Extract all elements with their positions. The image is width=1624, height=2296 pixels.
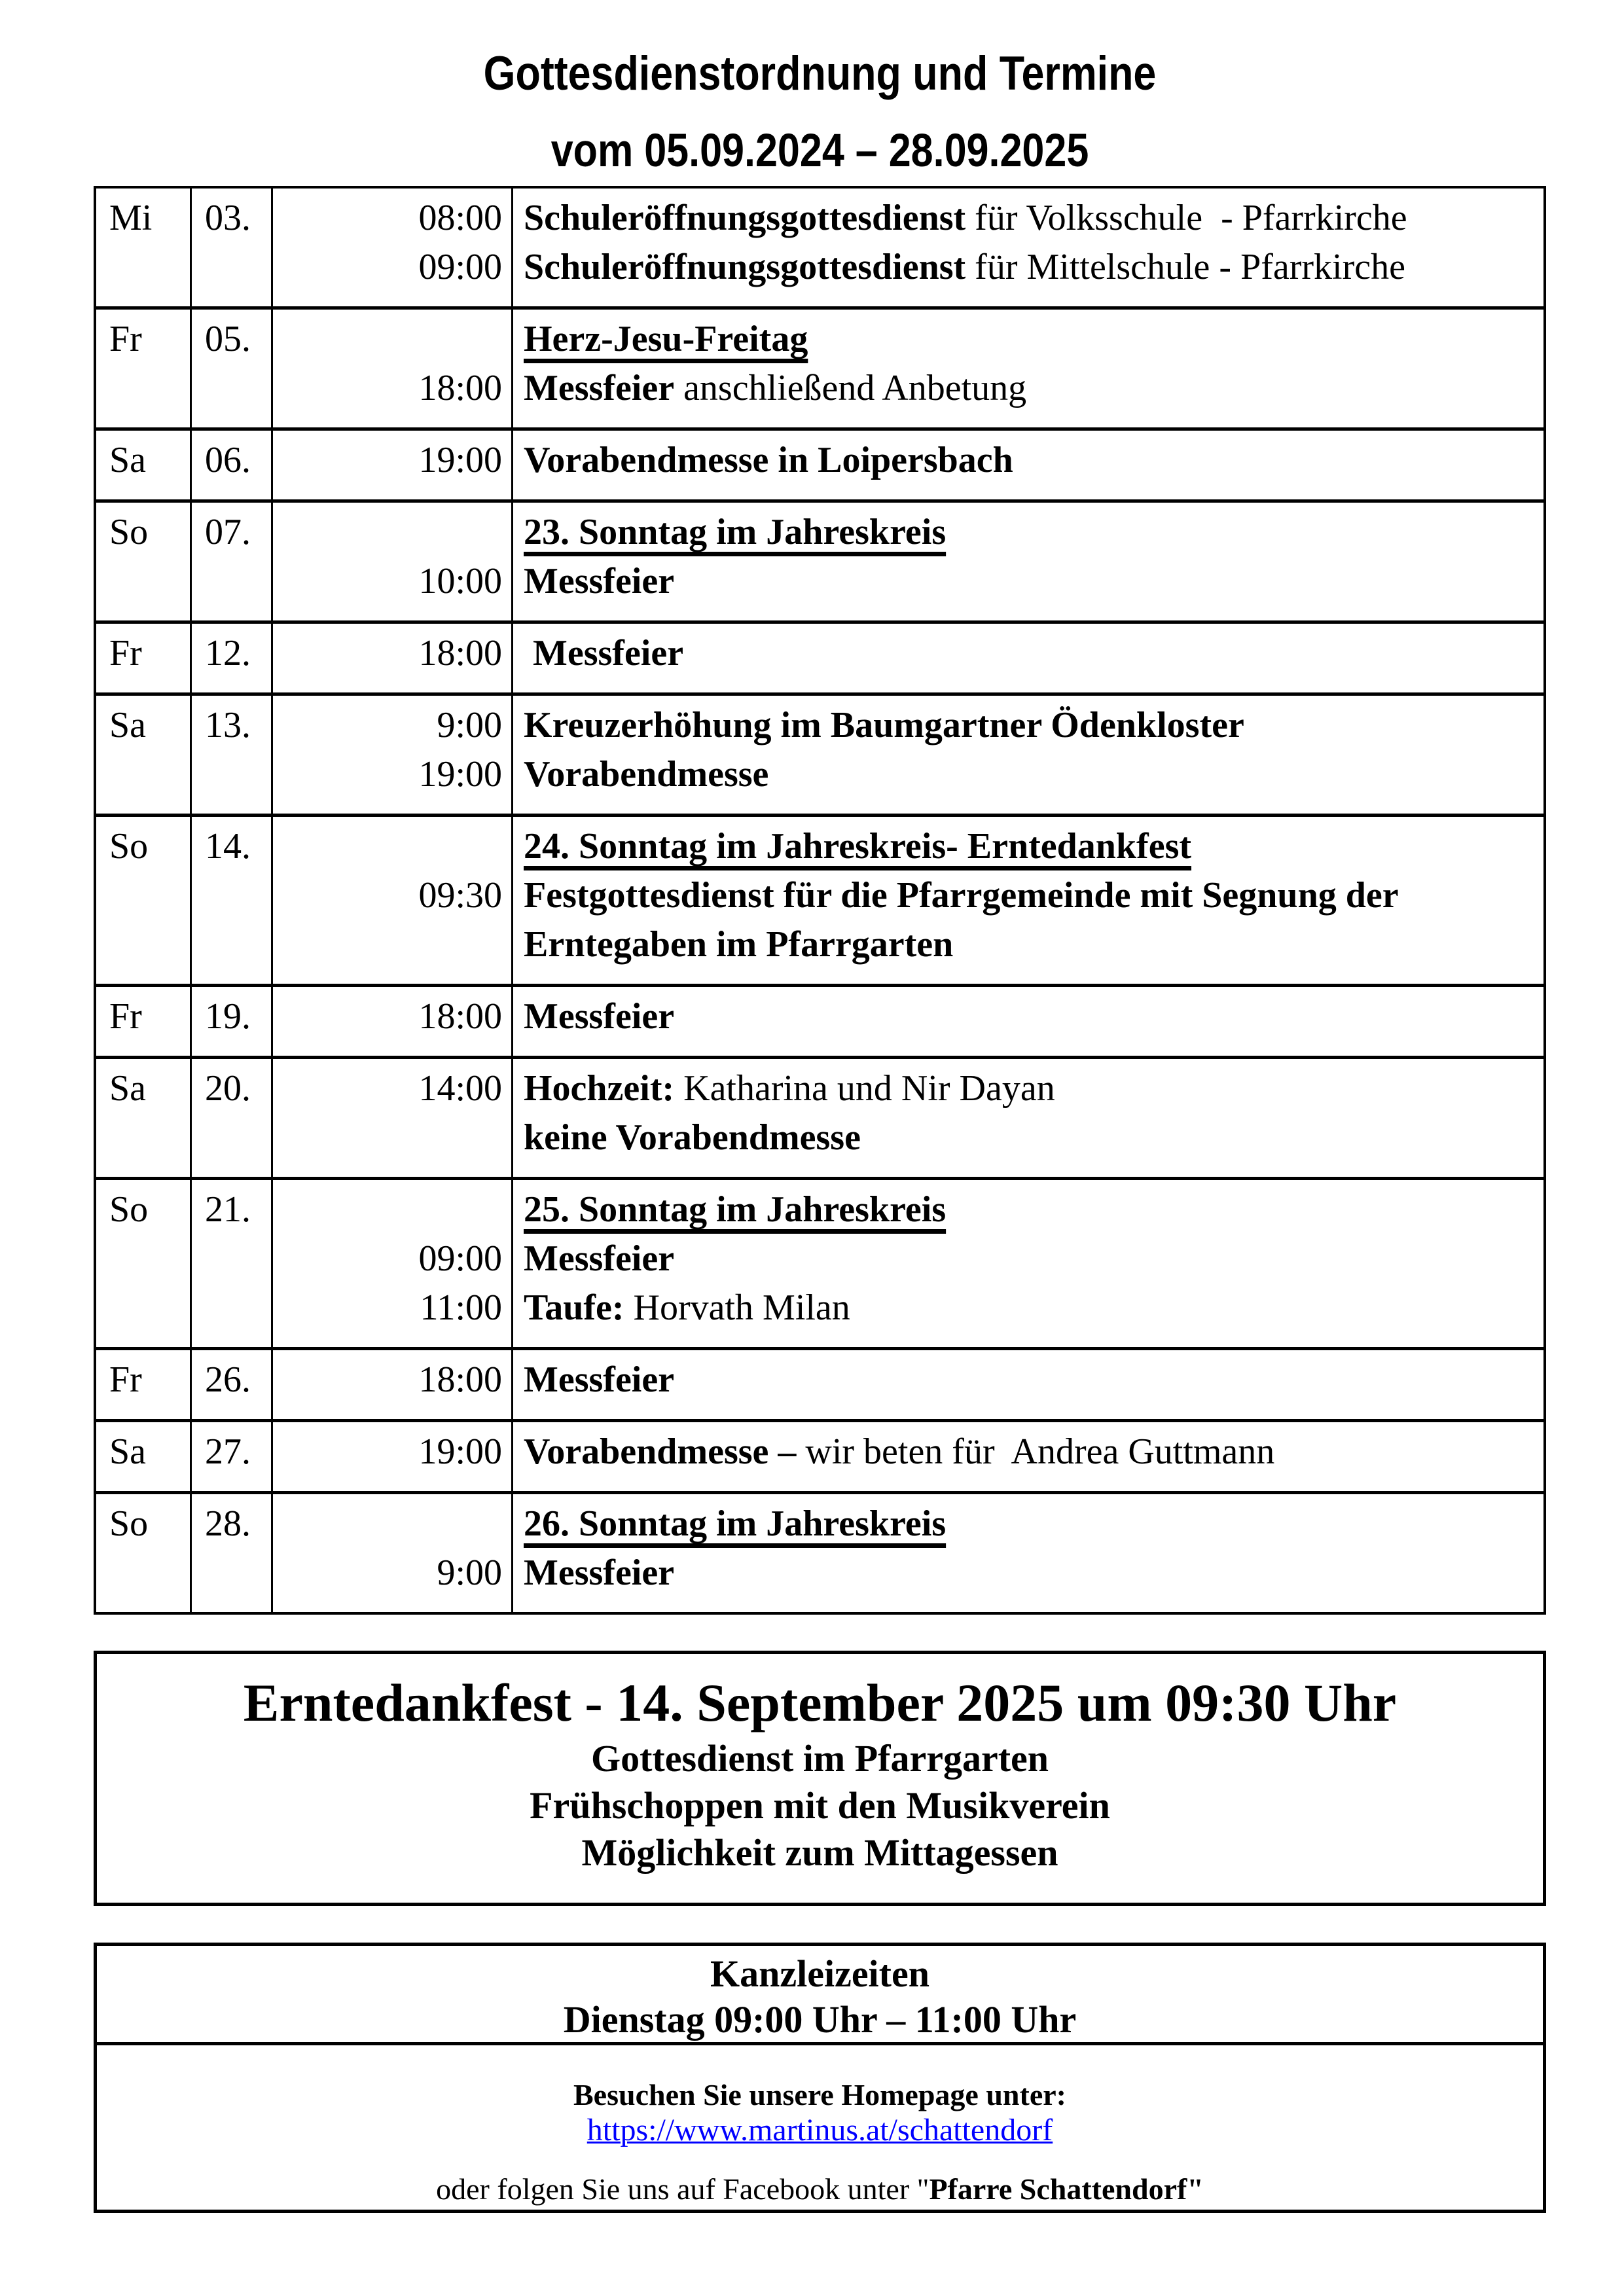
event-cell [513, 1494, 1543, 1612]
date-label: 13. [205, 705, 251, 745]
day-cell [96, 1180, 192, 1347]
date-label: 28. [205, 1503, 251, 1544]
event-line [524, 822, 1537, 871]
day-label: Mi [109, 198, 153, 238]
erntedankfest-announcement-box [94, 1651, 1546, 1906]
event-text-segment: 23. Sonntag im Jahreskreis [524, 512, 947, 552]
event-text-segment: für Volksschule - Pfarrkirche [965, 198, 1407, 238]
date-cell [192, 188, 273, 306]
time-cell [273, 1180, 513, 1347]
time-cell [273, 1494, 513, 1612]
day-label: Sa [109, 1431, 146, 1472]
day-cell [96, 1422, 192, 1491]
event-text-segment: Festgottesdienst für die Pfarrgemeinde mit Segnung der [524, 875, 1399, 916]
day-label: Fr [109, 319, 142, 359]
event-text-segment: 25. Sonntag im Jahreskreis [524, 1189, 947, 1230]
time-cell [273, 817, 513, 984]
time-value: 09:00 [418, 1238, 502, 1279]
date-cell [192, 624, 273, 692]
date-label: 12. [205, 633, 251, 673]
time-cell [273, 1350, 513, 1419]
event-line [524, 315, 1537, 364]
time-value: 08:00 [418, 198, 502, 238]
schedule-row [96, 696, 1543, 817]
time-value [273, 1499, 502, 1549]
time-value: 18:00 [418, 633, 502, 673]
date-cell [192, 987, 273, 1056]
day-cell [96, 188, 192, 306]
day-label: So [109, 1189, 149, 1230]
day-label: Sa [109, 705, 146, 745]
time-value: 10:00 [418, 561, 502, 601]
date-cell [192, 1350, 273, 1419]
schedule-row [96, 431, 1543, 503]
date-label: 03. [205, 198, 251, 238]
event-line [524, 1113, 1537, 1162]
event-line [524, 1064, 1537, 1113]
time-value [273, 920, 502, 969]
time-value: 19:00 [418, 440, 502, 480]
event-text-segment: Kreuzerhöhung im Baumgartner Ödenkloster [524, 705, 1244, 745]
event-text-segment: 24. Sonntag im Jahreskreis- Erntedankfest [524, 826, 1192, 867]
date-cell [192, 817, 273, 984]
erntedankfest-line: Gottesdienst im Pfarrgarten [590, 1737, 1049, 1780]
event-line [524, 557, 1537, 606]
time-value: 9:00 [437, 1552, 502, 1593]
event-line [524, 1355, 1537, 1405]
office-hours-title: Kanzleizeiten [710, 1952, 929, 1995]
event-text-segment: Messfeier [524, 1238, 675, 1279]
event-line [524, 1185, 1537, 1234]
event-cell [513, 431, 1543, 499]
day-cell [96, 503, 192, 620]
event-cell [513, 310, 1543, 427]
time-value [273, 1113, 502, 1162]
date-label: 19. [205, 996, 251, 1037]
event-line [524, 243, 1537, 292]
event-text-segment: Messfeier [524, 1552, 675, 1593]
date-label: 05. [205, 319, 251, 359]
time-cell [273, 624, 513, 692]
date-cell [192, 696, 273, 814]
date-cell [192, 310, 273, 427]
event-text-segment: Messfeier [524, 1359, 675, 1400]
event-cell [513, 1180, 1543, 1347]
event-line [524, 364, 1537, 413]
document [94, 0, 1546, 2213]
time-value: 18:00 [418, 996, 502, 1037]
event-text-segment: Messfeier [524, 633, 684, 673]
schedule-row [96, 310, 1543, 431]
day-label: Fr [109, 996, 142, 1037]
date-cell [192, 1180, 273, 1347]
time-cell [273, 1059, 513, 1177]
erntedankfest-title: Erntedankfest - 14. September 2025 um 09:30 Uhr [243, 1673, 1397, 1732]
time-value: 09:30 [418, 875, 502, 916]
time-value [273, 822, 502, 871]
event-line [524, 1499, 1537, 1549]
office-hours-value: Dienstag 09:00 Uhr – 11:00 Uhr [563, 1998, 1077, 2041]
event-line [524, 1427, 1537, 1477]
day-cell [96, 1350, 192, 1419]
event-line [524, 508, 1537, 557]
time-value: 09:00 [418, 247, 502, 287]
event-text-segment: anschließend Anbetung [674, 368, 1027, 408]
time-value: 11:00 [420, 1287, 502, 1328]
time-value: 14:00 [418, 1068, 502, 1109]
event-line [524, 701, 1537, 750]
event-line [524, 992, 1537, 1041]
event-text-segment: Katharina und Nir Dayan [674, 1068, 1055, 1109]
event-line [524, 750, 1537, 799]
day-cell [96, 696, 192, 814]
time-value: 9:00 [437, 705, 502, 745]
day-cell [96, 624, 192, 692]
contact-footer-box [94, 2042, 1546, 2213]
day-cell [96, 1059, 192, 1177]
erntedankfest-line: Frühschoppen mit den Musikverein [530, 1784, 1110, 1827]
date-label: 26. [205, 1359, 251, 1400]
time-cell [273, 987, 513, 1056]
time-cell [273, 503, 513, 620]
day-cell [96, 310, 192, 427]
facebook-line [97, 2172, 1543, 2206]
schedule-row [96, 817, 1543, 987]
homepage-label: Besuchen Sie unsere Homepage unter: [573, 2078, 1066, 2111]
day-label: Fr [109, 633, 142, 673]
event-text-segment: wir beten für Andrea Guttmann [796, 1431, 1275, 1472]
day-label: So [109, 1503, 149, 1544]
event-text-segment: Herz-Jesu-Freitag [524, 319, 808, 359]
day-cell [96, 987, 192, 1056]
schedule-row [96, 987, 1543, 1059]
event-cell [513, 1059, 1543, 1177]
day-label: Sa [109, 440, 146, 480]
office-hours-box [94, 1943, 1546, 2045]
time-value: 18:00 [418, 368, 502, 408]
day-cell [96, 1494, 192, 1612]
homepage-link[interactable]: https://www.martinus.at/schattendorf [586, 2113, 1053, 2147]
day-label: So [109, 512, 149, 552]
event-cell [513, 817, 1543, 984]
event-cell [513, 1422, 1543, 1491]
event-line [524, 871, 1537, 920]
event-cell [513, 503, 1543, 620]
schedule-row [96, 188, 1543, 310]
day-label: Sa [109, 1068, 146, 1109]
time-cell [273, 696, 513, 814]
date-label: 21. [205, 1189, 251, 1230]
day-cell [96, 431, 192, 499]
event-text-segment: für Mittelschule - Pfarrkirche [965, 247, 1405, 287]
date-cell [192, 431, 273, 499]
event-text-segment: Messfeier [524, 561, 675, 601]
time-value [273, 508, 502, 557]
day-label: So [109, 826, 149, 867]
time-value [273, 315, 502, 364]
time-cell [273, 1422, 513, 1491]
event-cell [513, 987, 1543, 1056]
date-cell [192, 1422, 273, 1491]
event-line [524, 920, 1537, 969]
event-line [524, 1283, 1537, 1333]
event-line [524, 629, 1537, 678]
facebook-page-name: Pfarre Schattendorf" [929, 2172, 1204, 2206]
date-cell [192, 1059, 273, 1177]
time-value: 18:00 [418, 1359, 502, 1400]
date-label: 06. [205, 440, 251, 480]
event-text-segment: Messfeier [524, 996, 675, 1037]
event-text-segment: Horvath Milan [624, 1287, 850, 1328]
date-label: 20. [205, 1068, 251, 1109]
day-label: Fr [109, 1359, 142, 1400]
service-schedule-table [94, 186, 1546, 1615]
facebook-line-prefix: oder folgen Sie uns auf Facebook unter " [436, 2172, 929, 2206]
event-text-segment: Vorabendmesse in Loipersbach [524, 440, 1013, 480]
schedule-row [96, 1059, 1543, 1180]
schedule-row [96, 503, 1543, 624]
event-text-segment: Messfeier [524, 368, 675, 408]
event-text-segment: Vorabendmesse [524, 754, 769, 795]
erntedankfest-line: Möglichkeit zum Mittagessen [581, 1831, 1058, 1874]
event-cell [513, 624, 1543, 692]
event-text-segment: Vorabendmesse – [524, 1431, 797, 1472]
event-line [524, 194, 1537, 243]
date-label: 27. [205, 1431, 251, 1472]
schedule-row [96, 624, 1543, 696]
time-cell [273, 431, 513, 499]
event-line [524, 1234, 1537, 1283]
event-cell [513, 696, 1543, 814]
event-text-segment: Erntegaben im Pfarrgarten [524, 924, 954, 965]
page-title: Gottesdienstordnung und Termine [483, 47, 1157, 100]
date-cell [192, 503, 273, 620]
homepage-link-line [97, 2112, 1543, 2149]
event-text-segment: 26. Sonntag im Jahreskreis [524, 1503, 947, 1544]
page-subtitle-date-range: vom 05.09.2024 – 28.09.2025 [550, 125, 1089, 177]
event-text-segment: Taufe: [524, 1287, 624, 1328]
time-value: 19:00 [418, 754, 502, 795]
event-text-segment: Schuleröffnungsgottesdienst [524, 247, 966, 287]
schedule-row [96, 1350, 1543, 1422]
time-cell [273, 310, 513, 427]
event-text-segment: Hochzeit: [524, 1068, 675, 1109]
date-label: 14. [205, 826, 251, 867]
schedule-row [96, 1422, 1543, 1494]
time-value [273, 1185, 502, 1234]
time-value: 19:00 [418, 1431, 502, 1472]
schedule-row [96, 1180, 1543, 1350]
date-label: 07. [205, 512, 251, 552]
event-text-segment: keine Vorabendmesse [524, 1117, 861, 1158]
event-cell [513, 188, 1543, 306]
event-line [524, 436, 1537, 485]
event-line [524, 1549, 1537, 1598]
date-cell [192, 1494, 273, 1612]
event-cell [513, 1350, 1543, 1419]
time-cell [273, 188, 513, 306]
day-cell [96, 817, 192, 984]
event-text-segment: Schuleröffnungsgottesdienst [524, 198, 966, 238]
schedule-row [96, 1494, 1543, 1612]
